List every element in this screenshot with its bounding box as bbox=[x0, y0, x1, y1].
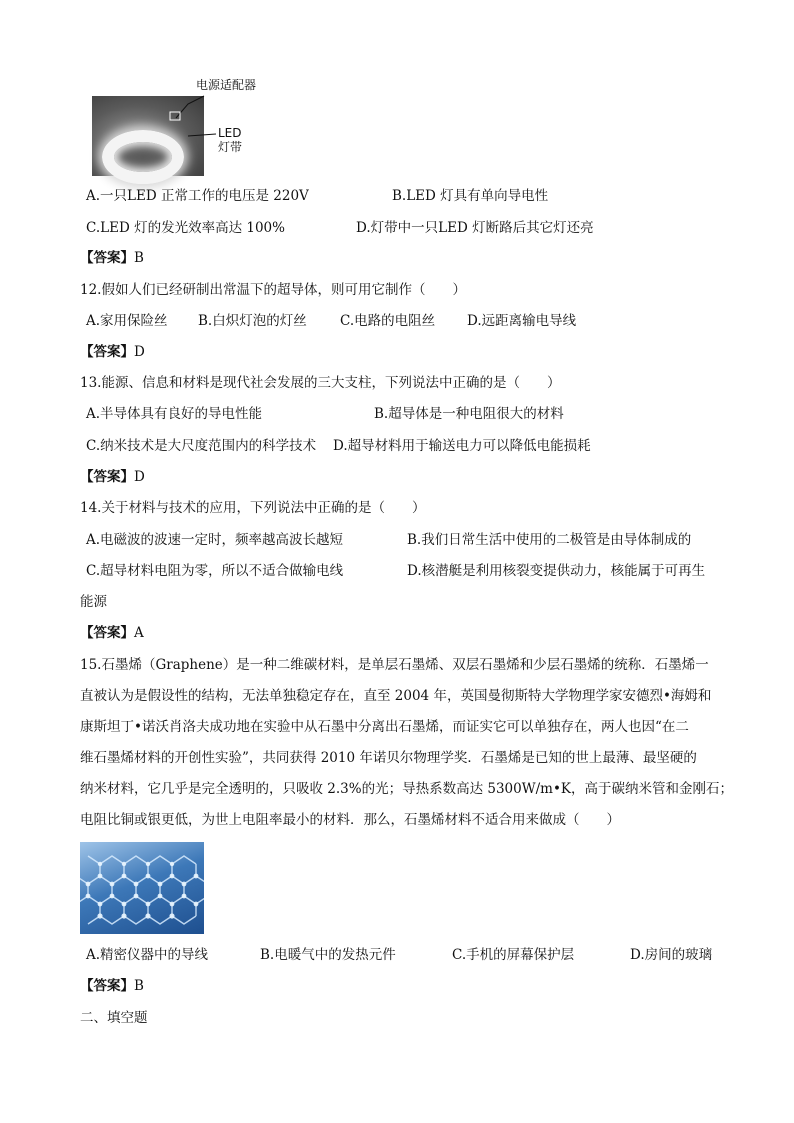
graphene-lattice-drawing bbox=[80, 842, 204, 934]
q15-stem-line-5: 纳米材料，它几乎是完全透明的，只吸收 2.3%的光；导热系数高达 5300W/m•K，高于碳纳米管和金刚石； bbox=[80, 781, 734, 797]
q13-stem: 13.能源、信息和材料是现代社会发展的三大支柱，下列说法中正确的是（ ） bbox=[80, 375, 561, 391]
q12-answer bbox=[80, 342, 145, 362]
q11-answer bbox=[80, 248, 144, 268]
q13-option-d: D.超导材料用于输送电力可以降低电能损耗 bbox=[333, 438, 591, 454]
q14-option-a: A.电磁波的波速一定时，频率越高波长越短 bbox=[86, 532, 344, 548]
q12-option-c: C.电路的电阻丝 bbox=[340, 313, 436, 329]
q15-stem-line-3: 康斯坦丁•诺沃肖洛夫成功地在实验中从石墨中分离出石墨烯，而证实它可以单独存在，两人也因“在二 bbox=[80, 719, 689, 735]
q11-option-d: D.灯带中一只LED 灯断路后其它灯还亮 bbox=[356, 220, 594, 236]
q13-answer bbox=[80, 467, 145, 487]
answer-label: 【答案】 bbox=[80, 344, 134, 360]
q12-option-b: B.白炽灯泡的灯丝 bbox=[198, 313, 307, 329]
answer-value: D bbox=[134, 344, 145, 360]
q13-option-a: A.半导体具有良好的导电性能 bbox=[86, 406, 263, 422]
q14-option-d-continued: 能源 bbox=[80, 594, 107, 610]
q11-option-b: B.LED 灯具有单向导电性 bbox=[392, 188, 549, 204]
q15-stem-line-4: 维石墨烯材料的开创性实验”，共同获得 2010 年诺贝尔物理学奖．石墨烯是已知的世上最薄、最坚硬的 bbox=[80, 750, 697, 766]
q12-option-a: A.家用保险丝 bbox=[86, 313, 168, 329]
q13-option-b: B.超导体是一种电阻很大的材料 bbox=[374, 406, 564, 422]
strip-label: 灯带 bbox=[218, 140, 243, 154]
q15-answer bbox=[80, 976, 144, 996]
answer-value: D bbox=[134, 469, 145, 485]
adapter-label: 电源适配器 bbox=[196, 78, 257, 92]
led-label: LED bbox=[218, 126, 242, 140]
q12-option-d: D.远距离输电导线 bbox=[467, 313, 577, 329]
q11-option-c: C.LED 灯的发光效率高达 100% bbox=[86, 220, 285, 236]
answer-value: A bbox=[134, 625, 144, 641]
section-title: 二、填空题 bbox=[80, 1010, 148, 1026]
answer-label: 【答案】 bbox=[80, 625, 134, 641]
q12-stem: 12.假如人们已经研制出常温下的超导体，则可用它制作（ ） bbox=[80, 282, 466, 298]
q14-option-b: B.我们日常生活中使用的二极管是由导体制成的 bbox=[407, 532, 692, 548]
answer-value: B bbox=[134, 978, 144, 994]
q13-option-c: C.纳米技术是大尺度范围内的科学技术 bbox=[86, 438, 317, 454]
q14-option-d: D.核潜艇是利用核裂变提供动力，核能属于可再生 bbox=[407, 563, 706, 579]
q14-answer bbox=[80, 623, 144, 643]
led-strip-figure bbox=[92, 76, 262, 176]
q14-stem: 14.关于材料与技术的应用，下列说法中正确的是（ ） bbox=[80, 500, 426, 516]
q15-stem-line-2: 直被认为是假设性的结构，无法单独稳定存在，直至 2004 年，英国曼彻斯特大学物理学家安德烈•海姆和 bbox=[80, 688, 712, 704]
q15-stem-line-1: 15.石墨烯（Graphene）是一种二维碳材料，是单层石墨烯、双层石墨烯和少层石墨烯的统称．石墨烯一 bbox=[80, 657, 709, 673]
q15-option-c: C.手机的屏幕保护层 bbox=[452, 947, 575, 963]
q15-option-a: A.精密仪器中的导线 bbox=[86, 947, 209, 963]
graphene-lattice-image bbox=[80, 842, 204, 934]
q15-option-d: D.房间的玻璃 bbox=[630, 947, 713, 963]
answer-label: 【答案】 bbox=[80, 250, 134, 266]
answer-value: B bbox=[134, 250, 144, 266]
answer-label: 【答案】 bbox=[80, 978, 134, 994]
q14-option-c: C.超导材料电阻为零，所以不适合做输电线 bbox=[86, 563, 344, 579]
answer-label: 【答案】 bbox=[80, 469, 134, 485]
q15-option-b: B.电暖气中的发热元件 bbox=[260, 947, 396, 963]
q11-option-a: A.一只LED 正常工作的电压是 220V bbox=[86, 188, 309, 204]
q15-stem-line-6: 电阻比铜或银更低，为世上电阻率最小的材料．那么，石墨烯材料不适合用来做成（ ） bbox=[80, 812, 620, 828]
